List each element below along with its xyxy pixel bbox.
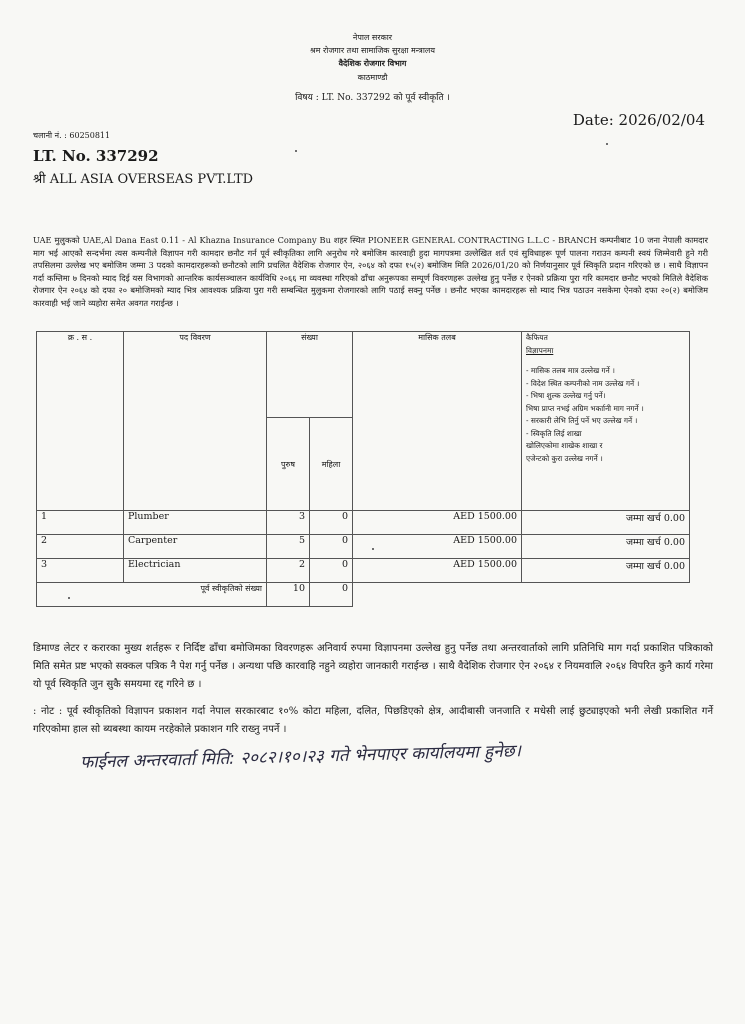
total-female: 0: [310, 583, 353, 607]
document-date: Date: 2026/02/04: [572, 111, 705, 129]
row-female: 0: [310, 559, 353, 583]
table-total-row: [37, 583, 690, 607]
row-female: 0: [310, 535, 353, 559]
table-row: [37, 535, 690, 559]
remark-item: - स्विकृति लिई शाखा: [526, 428, 582, 438]
table-header-row: [37, 332, 690, 418]
row-serial: 2: [37, 535, 124, 559]
header-serial: क्र . स .: [37, 332, 124, 511]
header-count: संख्या: [267, 332, 353, 418]
row-position: Carpenter: [124, 535, 267, 559]
row-position: Plumber: [124, 511, 267, 535]
header-male: पुरुष: [267, 418, 310, 511]
scan-speck: [606, 143, 608, 145]
header-salary: मासिक तलब: [353, 332, 522, 511]
remarks-cell: [522, 332, 690, 511]
row-male: 3: [267, 511, 310, 535]
subject-line: विषय : LT. No. 337292 को पूर्व स्वीकृति ।: [295, 93, 450, 103]
header-location: काठमाण्डौ: [357, 73, 388, 82]
header-government: नेपाल सरकार: [352, 33, 393, 42]
remark-item: - भिषा शुल्क उल्लेख गर्नु पर्ने।: [526, 391, 606, 400]
total-male: 10: [267, 583, 310, 607]
scan-speck: [68, 597, 70, 599]
row-cost: जम्मा खर्च 0.00: [522, 511, 690, 535]
row-serial: 1: [37, 511, 124, 535]
row-male: 5: [267, 535, 310, 559]
row-serial: 3: [37, 559, 124, 583]
lt-number: LT. No. 337292: [33, 147, 159, 165]
row-male: 2: [267, 559, 310, 583]
handwritten-note: फाईनल अन्तरवार्ता मिति: २०८२।१०।२३ गते भेनपाएर कार्यालयमा हुनेछ।: [79, 741, 522, 773]
demand-letter-paragraph: डिमाण्ड लेटर र करारका मुख्य शर्तहरू र निर्दिष्ट ढाँचा बमोजिमका विवरणहरू अनिवार्य रुपमा विज्ञापनमा उल्लेख हुनु पर्नेछ तथा अन्तरवार्ताको लागि प्रतिनिधि माग गर्दा प्रकाशित पत्रिकाको मिति समेत प्रष्ट भएको सक्कल पत्रिक नै पेश गर्नु पर्नेछ । अन्यथा पछि कारवाहि नहुने व्यहोरा जानकारी गराईन्छ । साथै वैदेशिक रोजगार ऐन २०६४ र नियमवालि २०६४ विपरित कुनै कार्य गरेमा यो पूर्व स्विकृति जुन सुकै समयमा रद्द गरिने छ ।: [33, 643, 713, 690]
approval-table: [36, 331, 690, 607]
header-female: महिला: [310, 418, 353, 511]
row-salary: AED 1500.00: [353, 535, 522, 559]
row-salary: AED 1500.00: [353, 559, 522, 583]
header-position: पद विवरण: [124, 332, 267, 511]
dispatch-number: चलानी नं. : 60250811: [33, 131, 111, 140]
total-label: पूर्व स्वीकृतिको संख्या: [37, 583, 267, 607]
remarks-subtitle: विज्ञापनमा: [526, 345, 554, 355]
remark-item: एजेन्टको कुरा उल्लेख नगर्ने ।: [526, 453, 603, 463]
remark-item: - मासिक तलब मात्र उल्लेख गर्ने ।: [526, 366, 615, 375]
row-position: Electrician: [124, 559, 267, 583]
table-row: [37, 511, 690, 535]
table-row: [37, 559, 690, 583]
header-ministry: श्रम रोजगार तथा सामाजिक सुरक्षा मन्त्रालय: [310, 46, 435, 55]
company-name: श्री ALL ASIA OVERSEAS PVT.LTD: [33, 172, 254, 187]
row-salary: AED 1500.00: [353, 511, 522, 535]
scan-speck: [372, 548, 374, 550]
remark-item: - विदेश स्थित कम्पनीको नाम उल्लेख गर्ने ।: [526, 378, 640, 388]
row-female: 0: [310, 511, 353, 535]
approval-paragraph: UAE मुलुकको UAE,Al Dana East 0.11 - Al Khazna Insurance Company Bu शहर स्थित PIONEER GENERAL CONTRACTING L.L.C - BRANCH कम्पनीबाट 10 जना नेपाली कामदार माग भई आएकोे सन्दर्भमा त्यस कम्पनीले विज्ञापन गरी कामदार छनौट गर्न पूर्व स्वीकृतिका लागि अनुरोध गरे बमोजिम कारवाही हुदा मागपत्रमा उल्लेखित शर्त एवं सुविधाहरू पूर्ण पालना गराउन कम्पनी स्वयं जिम्मेवारी हुने गरी तपसिलमा उल्लेख भए बमोजिम जम्मा 3 पदको कामदारहरूको छनौटको लागि प्रचलित वैदेशिक रोजगार ऐन, २०६४ को दफा १५(२) बमोजिम मिति 2026/01/20 को निर्णयानुसार पूर्व स्विकृति प्रदान गरिएको छ । साथै विज्ञापन गर्दा कम्तिमा ७ दिनको म्याद दिई यस विभागको आन्तरिक कार्यसञ्चालन कार्यविधि २०६६ मा व्यवस्था गरिएको ढाँचा अनुरूपका सम्पूर्ण विवरणहरू उल्लेख हुनु पर्नेछ र ऐनको प्रक्रिया पुरा गरि कामदार छनौट भएको मितिले वैदेशिक रोजगार ऐन २०६४ को दफा २० बमोजिमको म्याद भित्र आवश्यक प्रक्रिया पुरा गरी सम्बन्धित मुलुकमा रोजगारको लागि पठाई सक्नु पर्नेछ । छनौट भएका कामदारहरू सो म्याद भित्र पठाउन नसकेमा ऐनको दफा २०(२) बमोजिम कारवाही भई जाने व्यहोरा समेत अवगत गराईन्छ ।: [33, 235, 708, 308]
scan-speck: [295, 150, 297, 152]
header-department: वैदेशिक रोजगार विभाग: [338, 58, 407, 68]
remark-item: भिषा प्राप्त नभई अग्रिम भर्काानी माग नगर्ने ।: [526, 403, 644, 413]
remark-item: खोलिएकोमा शाखेक शाखा र: [526, 441, 603, 450]
remarks-title: कैफियत: [526, 333, 548, 342]
row-cost: जम्मा खर्च 0.00: [522, 559, 690, 583]
row-cost: जम्मा खर्च 0.00: [522, 535, 690, 559]
remark-item: - सरकारी लेभि तिर्नु पर्ने भए उल्लेख गर्ने ।: [526, 416, 638, 425]
note-paragraph: : नोट : पूर्व स्वीकृतिको विज्ञापन प्रकाशन गर्दा नेपाल सरकारबाट १०% कोटा महिला, दलित, पिछडिएको क्षेत्र, आदीबासी जनजाति र मधेसी लाई छुट्याइएको भनी लेखी प्रकाशित गर्ने गरिएकोमा हाल सो ब्यबस्था कायम नरहेकोले प्रकाशन गरि राख्नु नपर्ने ।: [33, 706, 713, 735]
